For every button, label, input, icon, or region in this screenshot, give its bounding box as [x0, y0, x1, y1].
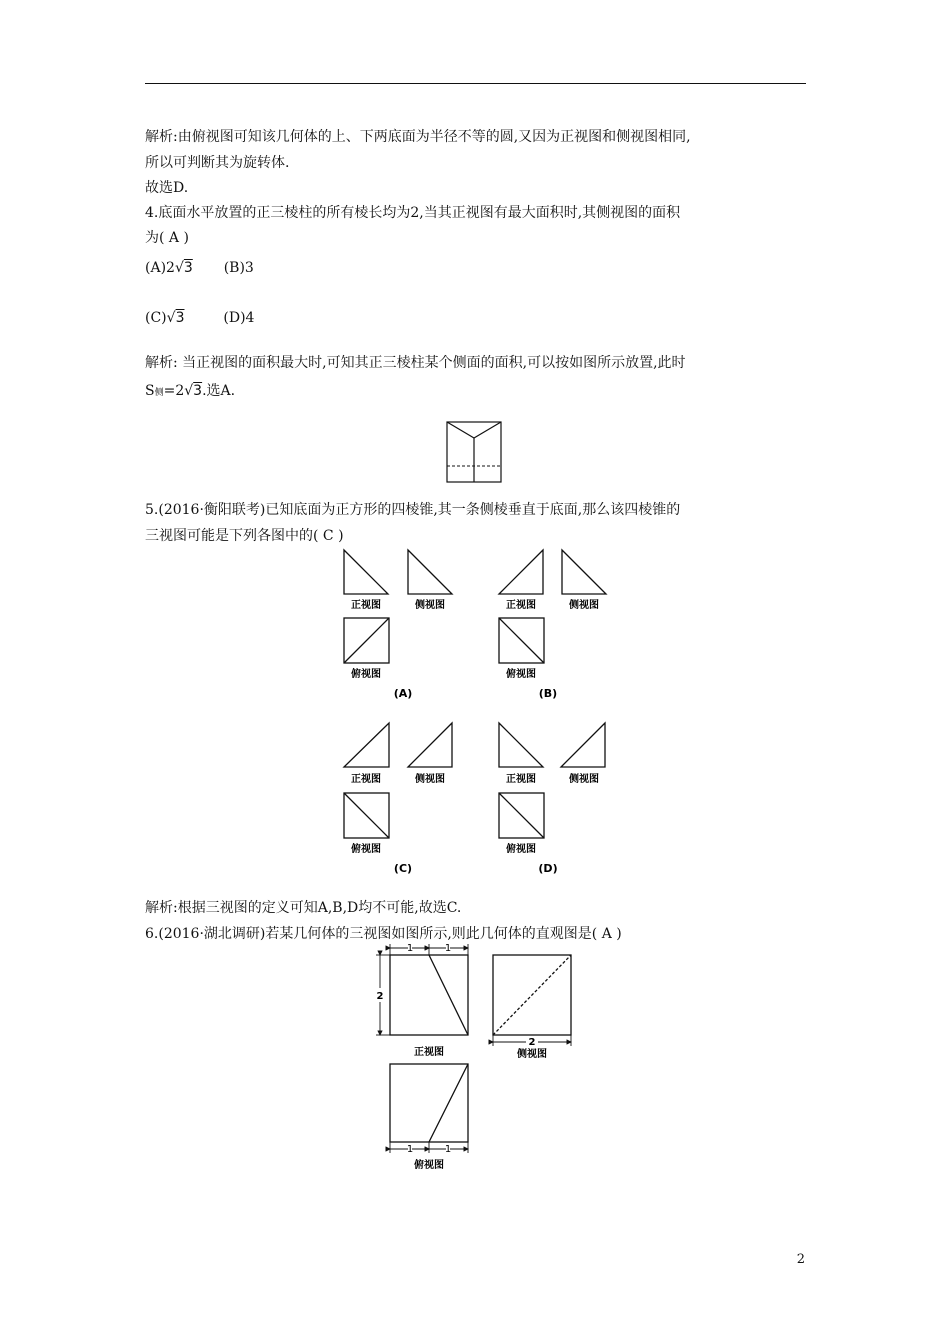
sqrt-sign: √3: [174, 260, 193, 276]
label-b: (B): [538, 687, 558, 700]
label-a: (A): [393, 687, 413, 700]
option-c: [145, 308, 254, 328]
option-c-label: (C): [145, 310, 167, 326]
caption-top-b: 俯视图: [506, 669, 536, 680]
caption-side-b: 侧视图: [569, 600, 599, 611]
dim-front-right: 1: [444, 943, 452, 954]
solution-4-line-1: 解析: 当正视图的面积最大时,可知其正三棱柱某个侧面的面积,可以按如图所示放置,此时: [145, 355, 686, 371]
caption-q6-front: 正视图: [414, 1047, 444, 1058]
dim-front-left: 1: [406, 943, 414, 954]
label-d: (D): [538, 862, 558, 875]
question-4-line-2: 为( A ): [145, 230, 189, 246]
q5-options-figure: [330, 545, 630, 885]
caption-top-c: 俯视图: [351, 844, 381, 855]
header-rule: [145, 83, 806, 84]
caption-side-c: 侧视图: [415, 774, 445, 785]
caption-q6-side: 侧视图: [517, 1049, 547, 1060]
caption-front-a: 正视图: [351, 600, 381, 611]
question-6-line-1: 6.(2016·湖北调研)若某几何体的三视图如图所示,则此几何体的直观图是( A ): [145, 926, 622, 942]
caption-front-d: 正视图: [506, 774, 536, 785]
option-d: (D)4: [223, 310, 255, 326]
option-b: (B)3: [223, 260, 254, 276]
caption-side-d: 侧视图: [569, 774, 599, 785]
option-a-label: (A)2: [145, 260, 175, 276]
solution-3-line-1: 解析:由俯视图可知该几何体的上、下两底面为半径不等的圆,又因为正视图和侧视图相同,: [145, 129, 691, 145]
dim-front-height: 2: [376, 991, 384, 1002]
solution-3-line-2: 所以可判断其为旋转体.: [145, 155, 290, 171]
prism-figure: [440, 418, 510, 488]
dim-side-width: 2: [528, 1037, 536, 1048]
caption-top-d: 俯视图: [506, 844, 536, 855]
q6-three-views-figure: [370, 942, 590, 1174]
option-a: [145, 258, 254, 278]
question-5-line-2: 三视图可能是下列各图中的( C ): [145, 528, 344, 544]
page-number: 2: [796, 1252, 805, 1267]
solution-3-answer: 故选D.: [145, 180, 189, 196]
label-c: (C): [393, 862, 413, 875]
dim-top-right: 1: [444, 1144, 452, 1155]
dim-top-left: 1: [406, 1144, 414, 1155]
question-4-line-1: 4.底面水平放置的正三棱柱的所有棱长均为2,当其正视图有最大面积时,其侧视图的面积: [145, 205, 681, 221]
solution-5: 解析:根据三视图的定义可知A,B,D均不可能,故选C.: [145, 900, 462, 916]
caption-side-a: 侧视图: [415, 600, 445, 611]
caption-top-a: 俯视图: [351, 669, 381, 680]
question-5-line-1: 5.(2016·衡阳联考)已知底面为正方形的四棱锥,其一条侧棱垂直于底面,那么该四棱锥的: [145, 502, 681, 518]
sqrt-sign: √3: [166, 310, 185, 326]
caption-front-b: 正视图: [506, 600, 536, 611]
solution-4-line-2: S侧=2√3.选A.: [145, 383, 236, 399]
caption-q6-top: 俯视图: [414, 1160, 444, 1171]
caption-front-c: 正视图: [351, 774, 381, 785]
